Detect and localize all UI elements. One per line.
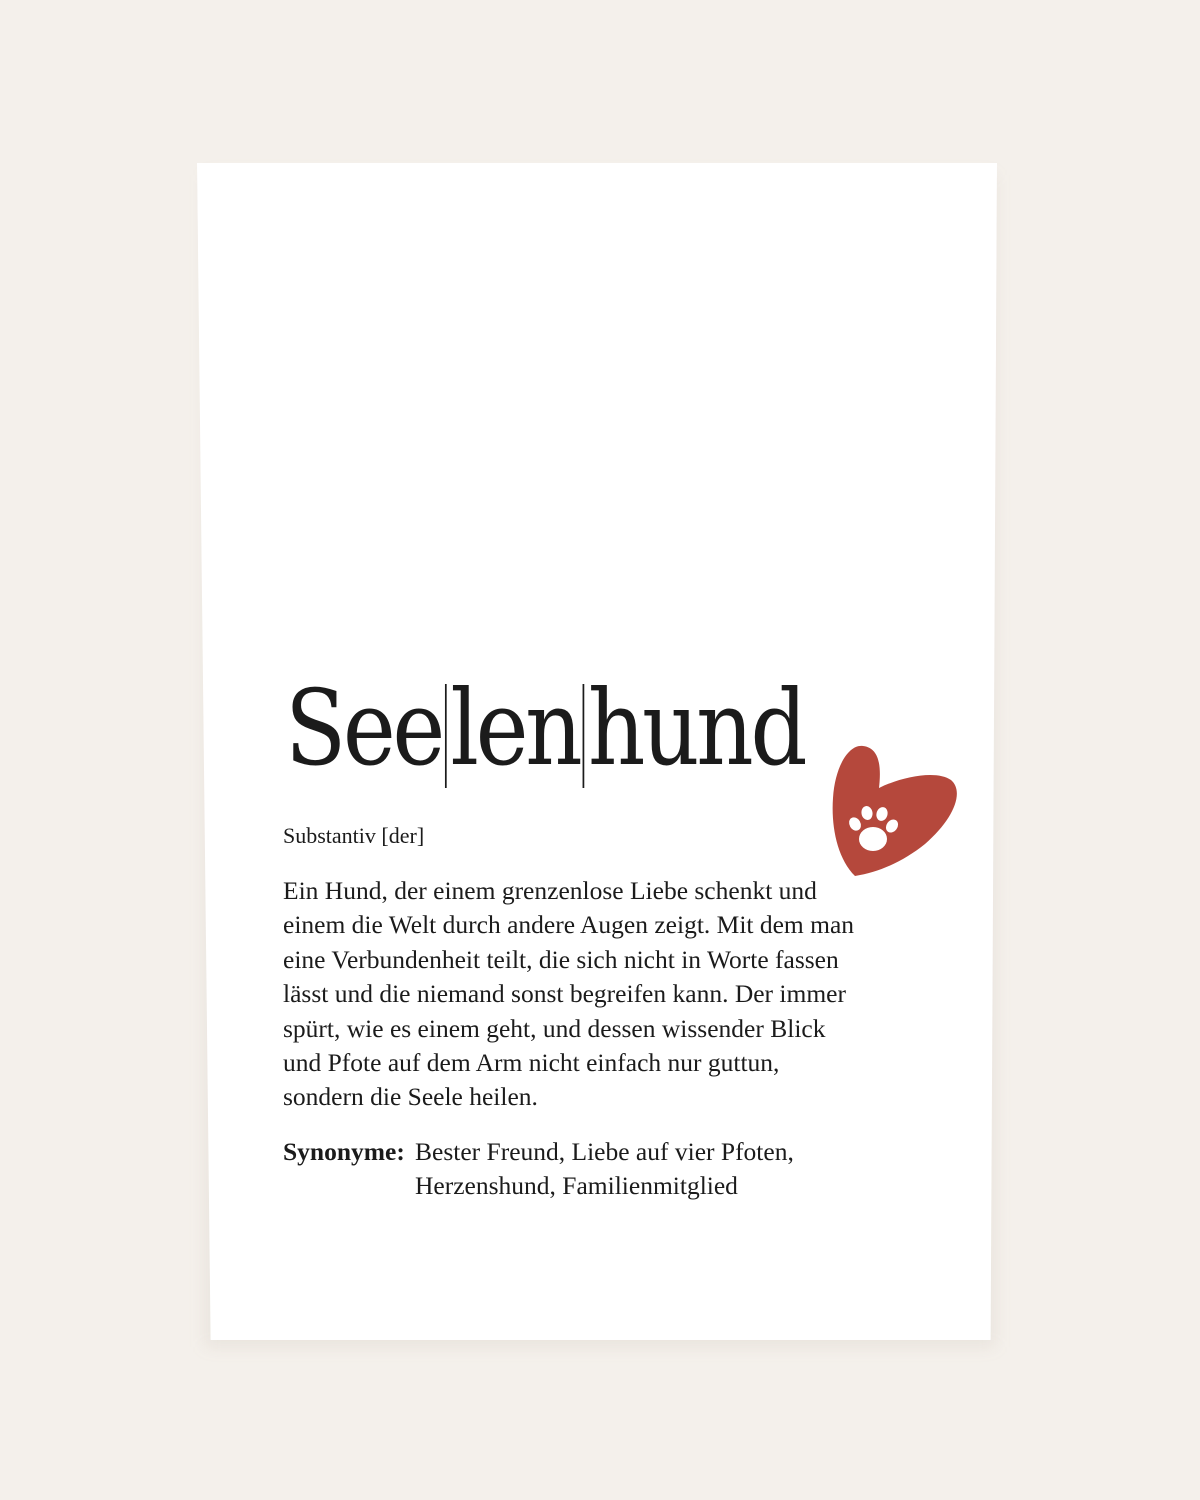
- synonyms-line-2: Herzenshund, Familienmitglied: [415, 1171, 738, 1201]
- synonyms-line-1: Bester Freund, Liebe auf vier Pfoten,: [415, 1137, 794, 1166]
- definition-line: Ein Hund, der einem grenzenlose Liebe schenkt und: [283, 876, 817, 905]
- definition-line: eine Verbundenheit teilt, die sich nicht in Worte fassen: [283, 944, 839, 974]
- heart-paw-icon: [825, 740, 965, 880]
- definition-line: einem die Welt durch andere Augen zeigt. Mit dem man: [283, 910, 855, 940]
- synonyms: [283, 1135, 794, 1204]
- definition-line: sondern die Seele heilen.: [283, 1082, 538, 1112]
- heart-shape: [833, 746, 957, 876]
- syllable-divider: [445, 684, 447, 788]
- definition-line: lässt und die niemand sonst begreifen kann. Der immer: [283, 979, 846, 1009]
- headword-syllable-2: len: [450, 667, 580, 789]
- headword-syllable-1: See: [285, 667, 442, 789]
- headword-syllable-3: hund: [587, 667, 805, 789]
- word-class: Substantiv [der]: [283, 823, 425, 848]
- headword: [285, 667, 805, 789]
- syllable-divider: [583, 684, 585, 788]
- definition-line: spürt, wie es einem geht, und dessen wissender Blick: [283, 1013, 826, 1043]
- synonyms-label: Synonyme:: [283, 1137, 405, 1166]
- definition-line: und Pfote auf dem Arm nicht einfach nur guttun,: [283, 1048, 780, 1078]
- definition-text: [283, 874, 923, 1115]
